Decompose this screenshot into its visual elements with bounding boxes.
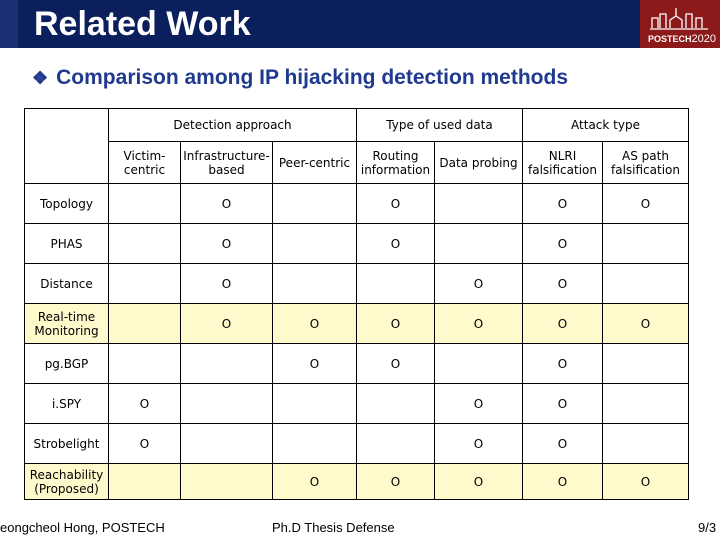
group-header-detection: Detection approach — [109, 109, 357, 142]
table-cell: O — [181, 224, 273, 264]
table-cell: O — [523, 184, 603, 224]
table-cell — [603, 264, 689, 304]
table-row — [25, 424, 689, 464]
table-cell: O — [273, 344, 357, 384]
table-cell — [181, 344, 273, 384]
table-row — [25, 384, 689, 424]
table-cell: O — [435, 304, 523, 344]
table-cell: O — [357, 184, 435, 224]
table-cell — [603, 384, 689, 424]
table-cell: O — [523, 224, 603, 264]
footer-title: Ph.D Thesis Defense — [272, 520, 395, 535]
table-cell: O — [523, 344, 603, 384]
table-body — [25, 184, 689, 500]
table-cell — [181, 424, 273, 464]
table-cell — [435, 224, 523, 264]
table-cell — [109, 304, 181, 344]
table-cell — [109, 464, 181, 500]
table-corner — [25, 109, 109, 184]
table-row — [25, 304, 689, 344]
table-cell: O — [357, 224, 435, 264]
table-cell: O — [603, 304, 689, 344]
table-cell: O — [435, 384, 523, 424]
table-cell: O — [357, 304, 435, 344]
table-cell: O — [435, 464, 523, 500]
col-header-peer: Peer-centric — [273, 142, 357, 184]
row-label: Distance — [25, 264, 109, 304]
table-cell: O — [109, 424, 181, 464]
table-cell: O — [523, 304, 603, 344]
slide-subtitle — [32, 66, 568, 90]
table-row — [25, 184, 689, 224]
group-header-data: Type of used data — [357, 109, 523, 142]
table-cell — [357, 384, 435, 424]
table-cell — [603, 344, 689, 384]
table-cell — [435, 344, 523, 384]
comparison-table — [24, 108, 689, 500]
row-label: Topology — [25, 184, 109, 224]
col-header-nlri: NLRI falsification — [523, 142, 603, 184]
table-row — [25, 344, 689, 384]
table-cell: O — [273, 464, 357, 500]
table-cell: O — [181, 184, 273, 224]
table-cell — [181, 464, 273, 500]
table-cell — [273, 384, 357, 424]
footer-author: eongcheol Hong, POSTECH — [0, 520, 165, 535]
table-cell — [273, 424, 357, 464]
row-label: i.SPY — [25, 384, 109, 424]
table-cell — [109, 224, 181, 264]
postech-emblem-icon — [650, 6, 710, 32]
table-cell — [273, 184, 357, 224]
diamond-bullet-icon: ❖ — [32, 68, 49, 88]
table-cell: O — [273, 304, 357, 344]
table-cell: O — [523, 384, 603, 424]
postech-logo — [640, 0, 720, 48]
table-cell: O — [181, 304, 273, 344]
table-cell — [109, 344, 181, 384]
footer-page-number: 9/3 — [698, 520, 717, 535]
table-cell — [273, 264, 357, 304]
table-cell: O — [603, 184, 689, 224]
row-label: Strobelight — [25, 424, 109, 464]
row-label: pg.BGP — [25, 344, 109, 384]
table-cell: O — [357, 464, 435, 500]
slide-title: Related Work — [34, 5, 251, 43]
col-header-aspath: AS path falsification — [603, 142, 689, 184]
table-cell — [109, 264, 181, 304]
table-cell — [357, 264, 435, 304]
row-label: Real-time Monitoring — [25, 304, 109, 344]
table-cell — [181, 384, 273, 424]
table-cell: O — [523, 264, 603, 304]
table-cell: O — [603, 464, 689, 500]
subtitle-text: Comparison among IP hijacking detection methods — [56, 66, 568, 89]
logo-text: POSTECH2020 — [648, 33, 716, 45]
table-row — [25, 464, 689, 500]
table-cell: O — [181, 264, 273, 304]
table-cell — [109, 184, 181, 224]
table-cell: O — [435, 264, 523, 304]
table-cell: O — [357, 344, 435, 384]
table-cell: O — [523, 424, 603, 464]
col-header-routing: Routing information — [357, 142, 435, 184]
table-cell — [273, 224, 357, 264]
col-header-infra: Infrastructure-based — [181, 142, 273, 184]
table-cell: O — [109, 384, 181, 424]
table-row — [25, 264, 689, 304]
table-cell — [603, 424, 689, 464]
table-cell: O — [435, 424, 523, 464]
table-cell — [603, 224, 689, 264]
group-header-attack: Attack type — [523, 109, 689, 142]
table-cell — [357, 424, 435, 464]
slide-header — [0, 0, 720, 48]
table-cell: O — [523, 464, 603, 500]
row-label: PHAS — [25, 224, 109, 264]
table-row — [25, 224, 689, 264]
header-accent-bar — [0, 0, 18, 48]
col-header-probing: Data probing — [435, 142, 523, 184]
col-header-victim: Victim-centric — [109, 142, 181, 184]
row-label: Reachability (Proposed) — [25, 464, 109, 500]
table-cell — [435, 184, 523, 224]
